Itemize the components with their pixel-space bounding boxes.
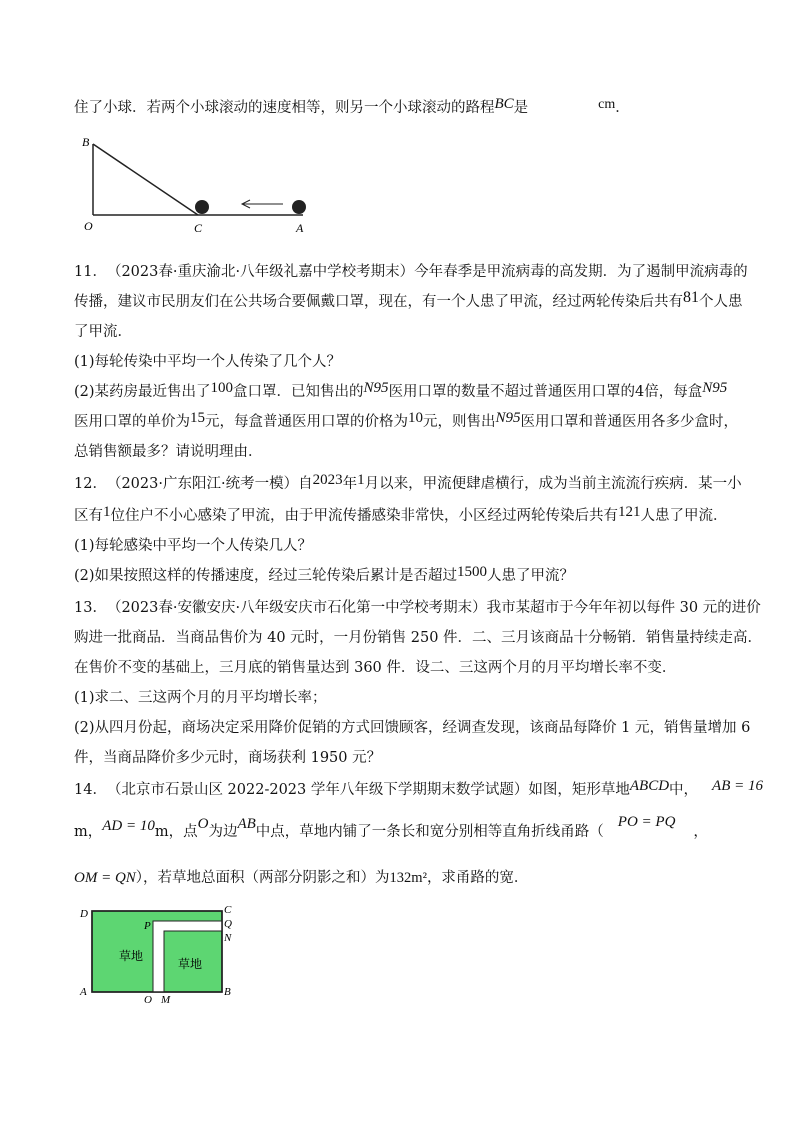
label-o2: O bbox=[144, 994, 152, 1005]
q11-p2-b: 盒口罩．已知售出的 bbox=[233, 384, 364, 400]
q12-line2 bbox=[74, 506, 728, 526]
q13-part2-line2: 件，当商品降价多少元时，商场获利 1950 元？ bbox=[74, 750, 382, 766]
q11-p3-d: 医用口罩和普通医用各多少盒时， bbox=[520, 414, 739, 430]
region-label-right: 草地 bbox=[178, 957, 203, 971]
label-a2: A bbox=[80, 986, 87, 998]
q11-p2-c: 医用口罩的数量不超过普通医用口罩的4倍，每盒 bbox=[388, 384, 703, 400]
q14-l1-a: 14． （北京市石景山区 2022-2023 学年八年级下学期期末数学试题）如图，矩形草地 bbox=[74, 782, 630, 798]
q14-l3-b: ，求甬路的宽． bbox=[426, 870, 529, 886]
num-1: 1 bbox=[357, 472, 365, 488]
n95-1: N95 bbox=[363, 380, 389, 396]
label-a: A bbox=[296, 221, 304, 235]
var-abcd: ABCD bbox=[629, 778, 670, 794]
num-10: 10 bbox=[408, 410, 423, 426]
q12-l1-a: 12． （2023·广东阳江·统考一模）自 bbox=[74, 476, 313, 492]
q14-line2 bbox=[74, 814, 708, 842]
q14-l2-c: 为边 bbox=[208, 824, 238, 840]
n95-3: N95 bbox=[495, 410, 521, 426]
num-2023: 2023 bbox=[312, 472, 343, 488]
num-100: 100 bbox=[210, 380, 234, 396]
intro-end: ． bbox=[615, 100, 630, 116]
q13-line3: 在售价不变的基础上，三月底的销售量达到 360 件．设二、三这两个月的月平均增长率不变． bbox=[74, 660, 677, 676]
q11-p3-b: 元，每盒普通医用口罩的价格为 bbox=[205, 414, 408, 430]
unit-cm: cm bbox=[598, 97, 616, 112]
figure-lawn-rectangle bbox=[74, 905, 244, 1005]
q13-part2-line1: (2)从四月份起，商场决定采用降价促销的方式回馈顾客，经调查发现，该商品每降价 1 元，销售量增加 6 bbox=[74, 720, 751, 736]
q11-part1: (1)每轮传染中平均一个人传染了几个人？ bbox=[74, 354, 342, 370]
q14-comma: ， bbox=[693, 824, 708, 840]
num-one: 1 bbox=[103, 504, 111, 520]
q12-part1: (1)每轮感染中平均一个人传染几人？ bbox=[74, 538, 313, 554]
q12-l2-a: 区有 bbox=[74, 508, 103, 524]
q14-l2-d: 中点，草地内铺了一条长和宽分别相等直角折线甬路（ bbox=[255, 824, 604, 840]
eq-ab-16: AB = 16 bbox=[712, 778, 763, 794]
q12-p2-a: (2)如果按照这样的传播速度，经过三轮传染后累计是否超过 bbox=[74, 568, 458, 584]
q12-p2-b: 人患了甲流？ bbox=[487, 568, 575, 584]
q14-line1 bbox=[74, 780, 763, 800]
q12-line1 bbox=[74, 474, 742, 494]
label-p: P bbox=[144, 920, 151, 932]
figure-ball-slope bbox=[78, 132, 318, 236]
ball-a bbox=[292, 200, 306, 214]
intro-text-mid: 是 bbox=[513, 100, 529, 116]
q11-p3-c: 元，则售出 bbox=[423, 414, 496, 430]
q13-line1: 13． （2023春·安徽安庆·八年级安庆市石化第一中学校考期末）我市某超市于今年年初以每件 30 元的进价 bbox=[74, 600, 761, 616]
q14-l2-b: m，点 bbox=[154, 824, 198, 840]
q12-l1-b: 年 bbox=[342, 476, 358, 492]
label-n: N bbox=[224, 932, 232, 944]
q11-line3: 了甲流． bbox=[74, 324, 132, 340]
point-o: O bbox=[197, 816, 209, 832]
q14-l3-a: ），若草地总面积（两部分阴影之和）为 bbox=[135, 870, 390, 886]
q11-p2-a: (2)某药房最近售出了 bbox=[74, 384, 211, 400]
segment-bc bbox=[93, 144, 198, 215]
q11-line2-text: 传播，建议市民朋友们在公共场合要佩戴口罩，现在，有一个人患了甲流，经过两轮传染后共有 bbox=[74, 294, 683, 310]
q12-l1-c: 月以来，甲流便肆虐横行，成为当前主流流行疾病．某一小 bbox=[364, 476, 742, 492]
num-81: 81 bbox=[683, 289, 699, 306]
num-1500: 1500 bbox=[457, 564, 488, 580]
label-b2: B bbox=[224, 986, 231, 998]
label-q: Q bbox=[224, 918, 232, 930]
region-label-left: 草地 bbox=[119, 949, 144, 963]
q11-line2-end: 个人患 bbox=[699, 294, 743, 310]
q11-p3-a: 医用口罩的单价为 bbox=[74, 414, 190, 430]
q14-line3 bbox=[74, 868, 528, 888]
label-m: M bbox=[161, 994, 171, 1005]
num-15: 15 bbox=[190, 410, 205, 426]
q11-part2-line2 bbox=[74, 412, 738, 432]
q14-l1-b: 中， bbox=[669, 782, 699, 798]
area-value: 132m² bbox=[389, 870, 427, 886]
q11-line2 bbox=[74, 289, 743, 312]
q12-l2-b: 位住户不小心感染了甲流，由于甲流传播感染非常快，小区经过两轮传染后共有 bbox=[110, 508, 618, 524]
intro-line bbox=[74, 98, 630, 119]
ball-c bbox=[195, 200, 209, 214]
label-o: O bbox=[84, 219, 93, 233]
side-ab: AB bbox=[237, 816, 256, 832]
q13-part1: (1)求二、三这两个月的月平均增长率； bbox=[74, 690, 327, 706]
var-bc: BC bbox=[494, 96, 514, 112]
q11-part2-line1 bbox=[74, 382, 727, 402]
num-121: 121 bbox=[618, 504, 641, 520]
q14-l2-a: m， bbox=[74, 824, 103, 840]
n95-2: N95 bbox=[702, 380, 728, 396]
label-c: C bbox=[194, 221, 203, 235]
eq-po-pq: PO = PQ bbox=[617, 814, 676, 830]
eq-om-qn: OM = QN bbox=[74, 870, 136, 886]
label-c2: C bbox=[224, 905, 232, 916]
label-d: D bbox=[80, 908, 88, 920]
intro-text: 住了小球．若两个小球滚动的速度相等，则另一个小球滚动的路程 bbox=[74, 100, 495, 116]
q13-line2: 购进一批商品．当商品售价为 40 元时，一月份销售 250 件．二、三月该商品十分畅销．销售量持续走高． bbox=[74, 630, 763, 646]
q12-l2-c: 人患了甲流． bbox=[640, 508, 728, 524]
q12-part2 bbox=[74, 566, 574, 586]
eq-ad-10: AD = 10 bbox=[102, 818, 155, 834]
label-b: B bbox=[82, 135, 90, 149]
q11-line1: 11． （2023春·重庆渝北·八年级礼嘉中学校考期末）今年春季是甲流病毒的高发期．为了遏制甲流病毒的 bbox=[74, 264, 748, 280]
q11-part2-line3: 总销售额最多？请说明理由． bbox=[74, 444, 263, 460]
